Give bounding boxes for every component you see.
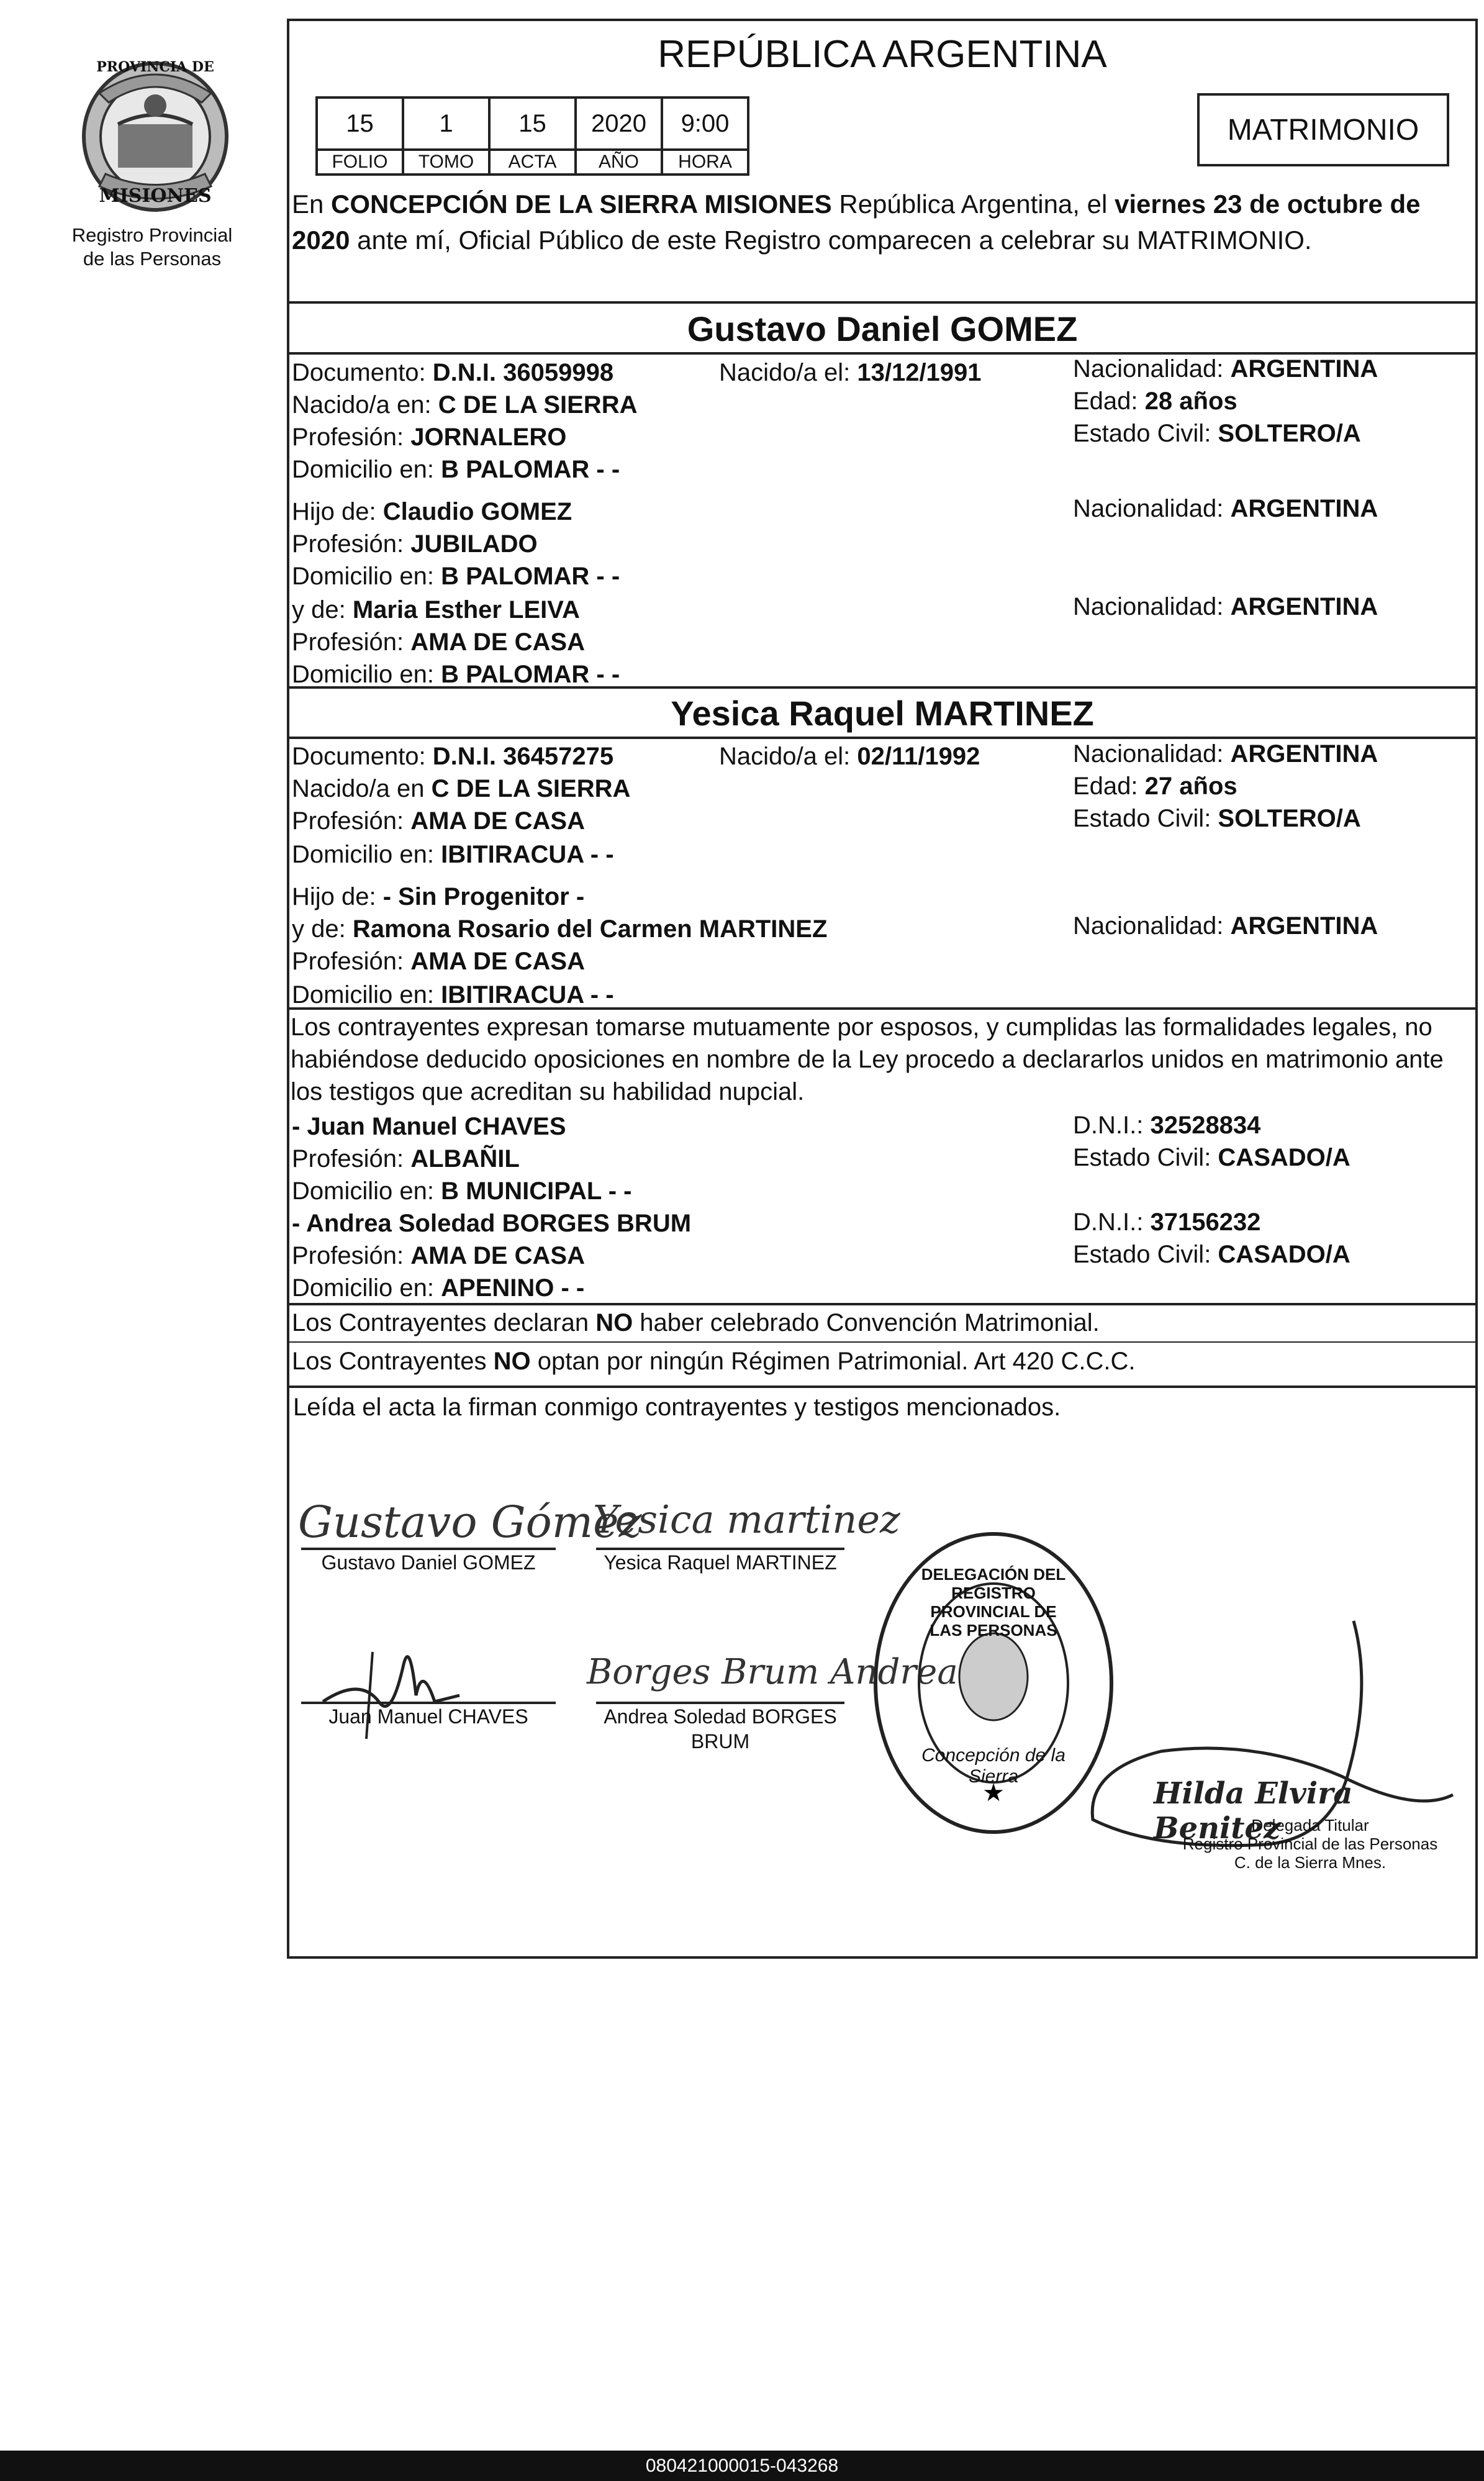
field-label: Domicilio en: <box>292 563 441 590</box>
witness-2-domicilio <box>292 1273 584 1303</box>
groom-signature-name: Gustavo Daniel GOMEZ <box>321 1551 536 1574</box>
logo-top-text: PROVINCIA DE <box>96 59 214 75</box>
field-value: CASADO/A <box>1218 1241 1351 1268</box>
convention-line-2 <box>292 1346 1136 1376</box>
field-value: B PALOMAR - - <box>441 661 620 688</box>
field-label: Estado Civil: <box>1073 1144 1218 1171</box>
field-label: Nacido/a el: <box>719 743 857 770</box>
convention-text: haber celebrado Convención Matrimonial. <box>633 1309 1100 1336</box>
field-value: C DE LA SIERRA <box>438 391 638 419</box>
field-value: AMA DE CASA <box>410 628 585 656</box>
groom-mother <box>292 595 580 625</box>
intro-text: En <box>292 189 332 219</box>
groom-father-profesion <box>292 529 538 559</box>
declaration-line-1: Los contrayentes expresan tomarse mutuamente por esposos, y cumplidas las formalidades legales, no <box>291 1014 1432 1041</box>
field-value: 02/11/1992 <box>857 743 980 770</box>
field-label: Hijo de: <box>292 883 383 910</box>
field-value: ARGENTINA <box>1230 740 1378 768</box>
bride-mother <box>292 914 827 944</box>
witness-1-domicilio <box>292 1176 631 1206</box>
groom-father-nacionalidad <box>1073 494 1378 524</box>
field-value: D.N.I. 36059998 <box>432 359 614 386</box>
field-label: Nacido/a en: <box>292 391 438 419</box>
stamp-ring-text: DELEGACIÓN DEL REGISTRO PROVINCIAL DE LAS PERSONAS <box>921 1565 1066 1640</box>
logo-caption-2: de las Personas <box>83 248 222 270</box>
bride-documento <box>292 742 613 771</box>
field-value: B PALOMAR - - <box>441 563 620 590</box>
stamp-center-text: Concepción de la Sierra <box>921 1745 1065 1787</box>
bride-profesion <box>292 806 585 836</box>
official-signature-name: Hilda Elvira Benitez <box>1154 1776 1353 1846</box>
witness-2-profesion <box>292 1241 585 1271</box>
bride-signature-name: Yesica Raquel MARTINEZ <box>604 1551 837 1574</box>
field-value: ALBAÑIL <box>410 1145 520 1172</box>
closing-statement: Leída el acta la firman conmigo contrayentes y testigos mencionados. <box>293 1394 1061 1421</box>
field-label: Profesión: <box>292 628 411 656</box>
field-value: B MUNICIPAL - - <box>441 1177 632 1205</box>
field-value: ARGENTINA <box>1230 593 1378 620</box>
field-value: 32528834 <box>1150 1112 1261 1139</box>
witness-1-name: - Juan Manuel CHAVES <box>292 1113 566 1140</box>
field-value: B PALOMAR - - <box>441 456 620 483</box>
field-value: 13/12/1991 <box>857 359 982 386</box>
field-label: D.N.I.: <box>1073 1112 1151 1139</box>
field-label: Documento: <box>292 743 433 770</box>
field-label: Domicilio en: <box>292 1274 441 1302</box>
field-label: y de: <box>292 596 353 624</box>
witness-1-estado-civil <box>1073 1143 1351 1172</box>
bride-nacionalidad <box>1073 739 1378 769</box>
field-label: Profesión: <box>292 530 411 558</box>
witness-2-dni <box>1073 1207 1260 1237</box>
folio-value: 15 <box>317 98 403 150</box>
convention-text: optan por ningún Régimen Patrimonial. Art 420 C.C.C. <box>530 1348 1136 1375</box>
groom-estado-civil <box>1073 419 1361 448</box>
field-value: SOLTERO/A <box>1218 805 1361 832</box>
bride-edad <box>1073 771 1237 801</box>
field-value: ARGENTINA <box>1230 355 1378 383</box>
field-label: Domicilio en: <box>292 841 441 868</box>
field-value: SOLTERO/A <box>1218 420 1361 447</box>
field-value: ARGENTINA <box>1230 495 1378 522</box>
bride-signature: Yesica martinez <box>593 1497 900 1542</box>
field-label: Estado Civil: <box>1073 1241 1218 1268</box>
field-label: Domicilio en: <box>292 661 441 688</box>
field-label: Documento: <box>292 359 433 386</box>
field-label: Nacido/a en <box>292 775 432 802</box>
bride-father <box>292 882 584 912</box>
field-label: y de: <box>292 915 353 943</box>
field-value: D.N.I. 36457275 <box>432 743 614 770</box>
field-label: D.N.I.: <box>1073 1209 1151 1236</box>
groom-profesion <box>292 422 566 452</box>
groom-edad <box>1073 386 1237 416</box>
field-label: Hijo de: <box>292 498 383 525</box>
bride-nacido-en <box>292 774 630 804</box>
field-value: 37156232 <box>1150 1209 1261 1236</box>
groom-name-heading: Gustavo Daniel GOMEZ <box>687 309 1078 348</box>
field-value: AMA DE CASA <box>410 948 585 975</box>
bride-domicilio <box>292 840 614 869</box>
field-label: Domicilio en: <box>292 1177 441 1205</box>
field-value: IBITIRACUA - - <box>441 841 614 868</box>
svg-text:★: ★ <box>982 1779 1005 1807</box>
official-title-1: Delegada Titular <box>1251 1816 1369 1835</box>
groom-nacido-el <box>719 358 982 388</box>
witness-2-signature-name-2: BRUM <box>690 1730 750 1753</box>
groom-mother-domicilio <box>292 660 620 689</box>
field-label: Nacionalidad: <box>1073 740 1231 768</box>
groom-mother-profesion <box>292 627 585 657</box>
anio-value: 2020 <box>576 98 662 150</box>
field-label: Nacionalidad: <box>1073 912 1231 940</box>
field-value: AMA DE CASA <box>410 807 585 835</box>
field-value: 27 años <box>1144 773 1237 800</box>
field-label: Profesión: <box>292 948 411 975</box>
field-value: 28 años <box>1144 388 1237 415</box>
field-value: Ramona Rosario del Carmen MARTINEZ <box>352 915 828 943</box>
field-label: Edad: <box>1073 773 1145 800</box>
logo-caption-1: Registro Provincial <box>71 224 233 246</box>
acta-label: ACTA <box>489 150 576 175</box>
field-label: Profesión: <box>292 1145 411 1172</box>
divider <box>287 1386 1478 1388</box>
document-title: REPÚBLICA ARGENTINA <box>658 33 1107 76</box>
field-value: Maria Esther LEIVA <box>352 596 580 624</box>
bride-mother-nacionalidad <box>1073 911 1378 941</box>
tomo-label: TOMO <box>403 150 489 175</box>
declaration-line-3: los testigos que acreditan su habilidad nupcial. <box>291 1078 805 1105</box>
divider <box>289 1341 1475 1343</box>
convention-text: Los Contrayentes declaran <box>292 1309 596 1336</box>
witness-1-profesion <box>292 1144 520 1174</box>
declaration-line-2: habiéndose deducido oposiciones en nombre de la Ley procedo a declararlos unidos en matrimonio ante <box>291 1046 1444 1073</box>
field-label: Edad: <box>1073 388 1145 415</box>
convention-line-1 <box>292 1308 1100 1338</box>
intro-paragraph <box>292 186 1475 258</box>
groom-father <box>292 497 572 527</box>
bride-name-heading: Yesica Raquel MARTINEZ <box>671 694 1094 733</box>
field-label: Domicilio en: <box>292 456 441 483</box>
convention-no: NO <box>493 1348 531 1375</box>
field-label: Nacionalidad: <box>1073 355 1231 383</box>
witness-1-signature-name: Juan Manuel CHAVES <box>328 1705 528 1728</box>
field-value: - Sin Progenitor - <box>382 883 585 910</box>
hora-label: HORA <box>662 150 748 175</box>
groom-domicilio <box>292 455 620 484</box>
field-label: Profesión: <box>292 424 411 451</box>
tomo-value: 1 <box>403 98 489 150</box>
field-label: Estado Civil: <box>1073 420 1218 447</box>
witness-2-estado-civil <box>1073 1240 1351 1269</box>
witness-2-signature: Borges Brum Andrea <box>587 1652 958 1692</box>
bride-mother-domicilio <box>292 980 614 1010</box>
record-grid <box>315 96 749 176</box>
groom-nacionalidad <box>1073 354 1378 384</box>
witness-1-dni <box>1073 1110 1260 1140</box>
logo-bottom-text: MISIONES <box>99 185 212 207</box>
field-label: Nacionalidad: <box>1073 495 1231 522</box>
convention-no: NO <box>595 1309 633 1336</box>
field-label: Nacionalidad: <box>1073 593 1231 620</box>
acta-value: 15 <box>489 98 576 150</box>
field-value: JUBILADO <box>410 530 538 558</box>
bride-mother-profesion <box>292 946 585 976</box>
field-value: AMA DE CASA <box>410 1242 585 1269</box>
intro-text: ante mí, Oficial Público de este Registro comparecen a celebrar su MATRIMONIO. <box>350 225 1312 255</box>
hora-value: 9:00 <box>662 98 748 150</box>
field-label: Profesión: <box>292 807 411 835</box>
document-barcode-number: 080421000015-043268 <box>0 2451 1484 2481</box>
intro-text: República Argentina, el <box>831 189 1115 219</box>
anio-label: AÑO <box>576 150 662 175</box>
groom-nacido-en <box>292 390 637 420</box>
folio-label: FOLIO <box>317 150 403 175</box>
field-value: Claudio GOMEZ <box>382 498 572 525</box>
field-label: Domicilio en: <box>292 981 441 1009</box>
convention-text: Los Contrayentes <box>292 1348 494 1375</box>
official-title-2: Registro Provincial de las Personas <box>1182 1835 1438 1853</box>
groom-documento <box>292 358 613 388</box>
witness-2-signature-name-1: Andrea Soledad BORGES <box>604 1705 837 1728</box>
field-value: APENINO - - <box>441 1274 585 1302</box>
field-value: CASADO/A <box>1218 1144 1351 1171</box>
field-label: Profesión: <box>292 1242 411 1269</box>
field-value: JORNALERO <box>410 424 567 451</box>
bride-estado-civil <box>1073 804 1361 833</box>
act-type-box <box>1197 93 1449 166</box>
groom-father-domicilio <box>292 561 620 591</box>
witness-1-signature <box>310 1627 472 1751</box>
field-value: C DE LA SIERRA <box>431 775 631 802</box>
divider <box>287 1303 1478 1305</box>
groom-signature: Gustavo Gómez <box>298 1497 642 1548</box>
intro-date: viernes 23 de octubre de 2020 <box>292 189 1421 255</box>
groom-mother-nacionalidad <box>1073 592 1378 622</box>
witness-2-name: - Andrea Soledad BORGES BRUM <box>292 1210 692 1237</box>
intro-place: CONCEPCIÓN DE LA SIERRA MISIONES <box>331 189 832 219</box>
field-label: Estado Civil: <box>1073 805 1218 832</box>
divider <box>287 301 1478 304</box>
field-value: ARGENTINA <box>1230 912 1378 940</box>
bride-nacido-el <box>719 742 980 771</box>
act-type: MATRIMONIO <box>1227 113 1419 147</box>
official-title-3: C. de la Sierra Mnes. <box>1234 1853 1387 1872</box>
field-label: Nacido/a el: <box>719 359 857 386</box>
field-value: IBITIRACUA - - <box>441 981 614 1009</box>
